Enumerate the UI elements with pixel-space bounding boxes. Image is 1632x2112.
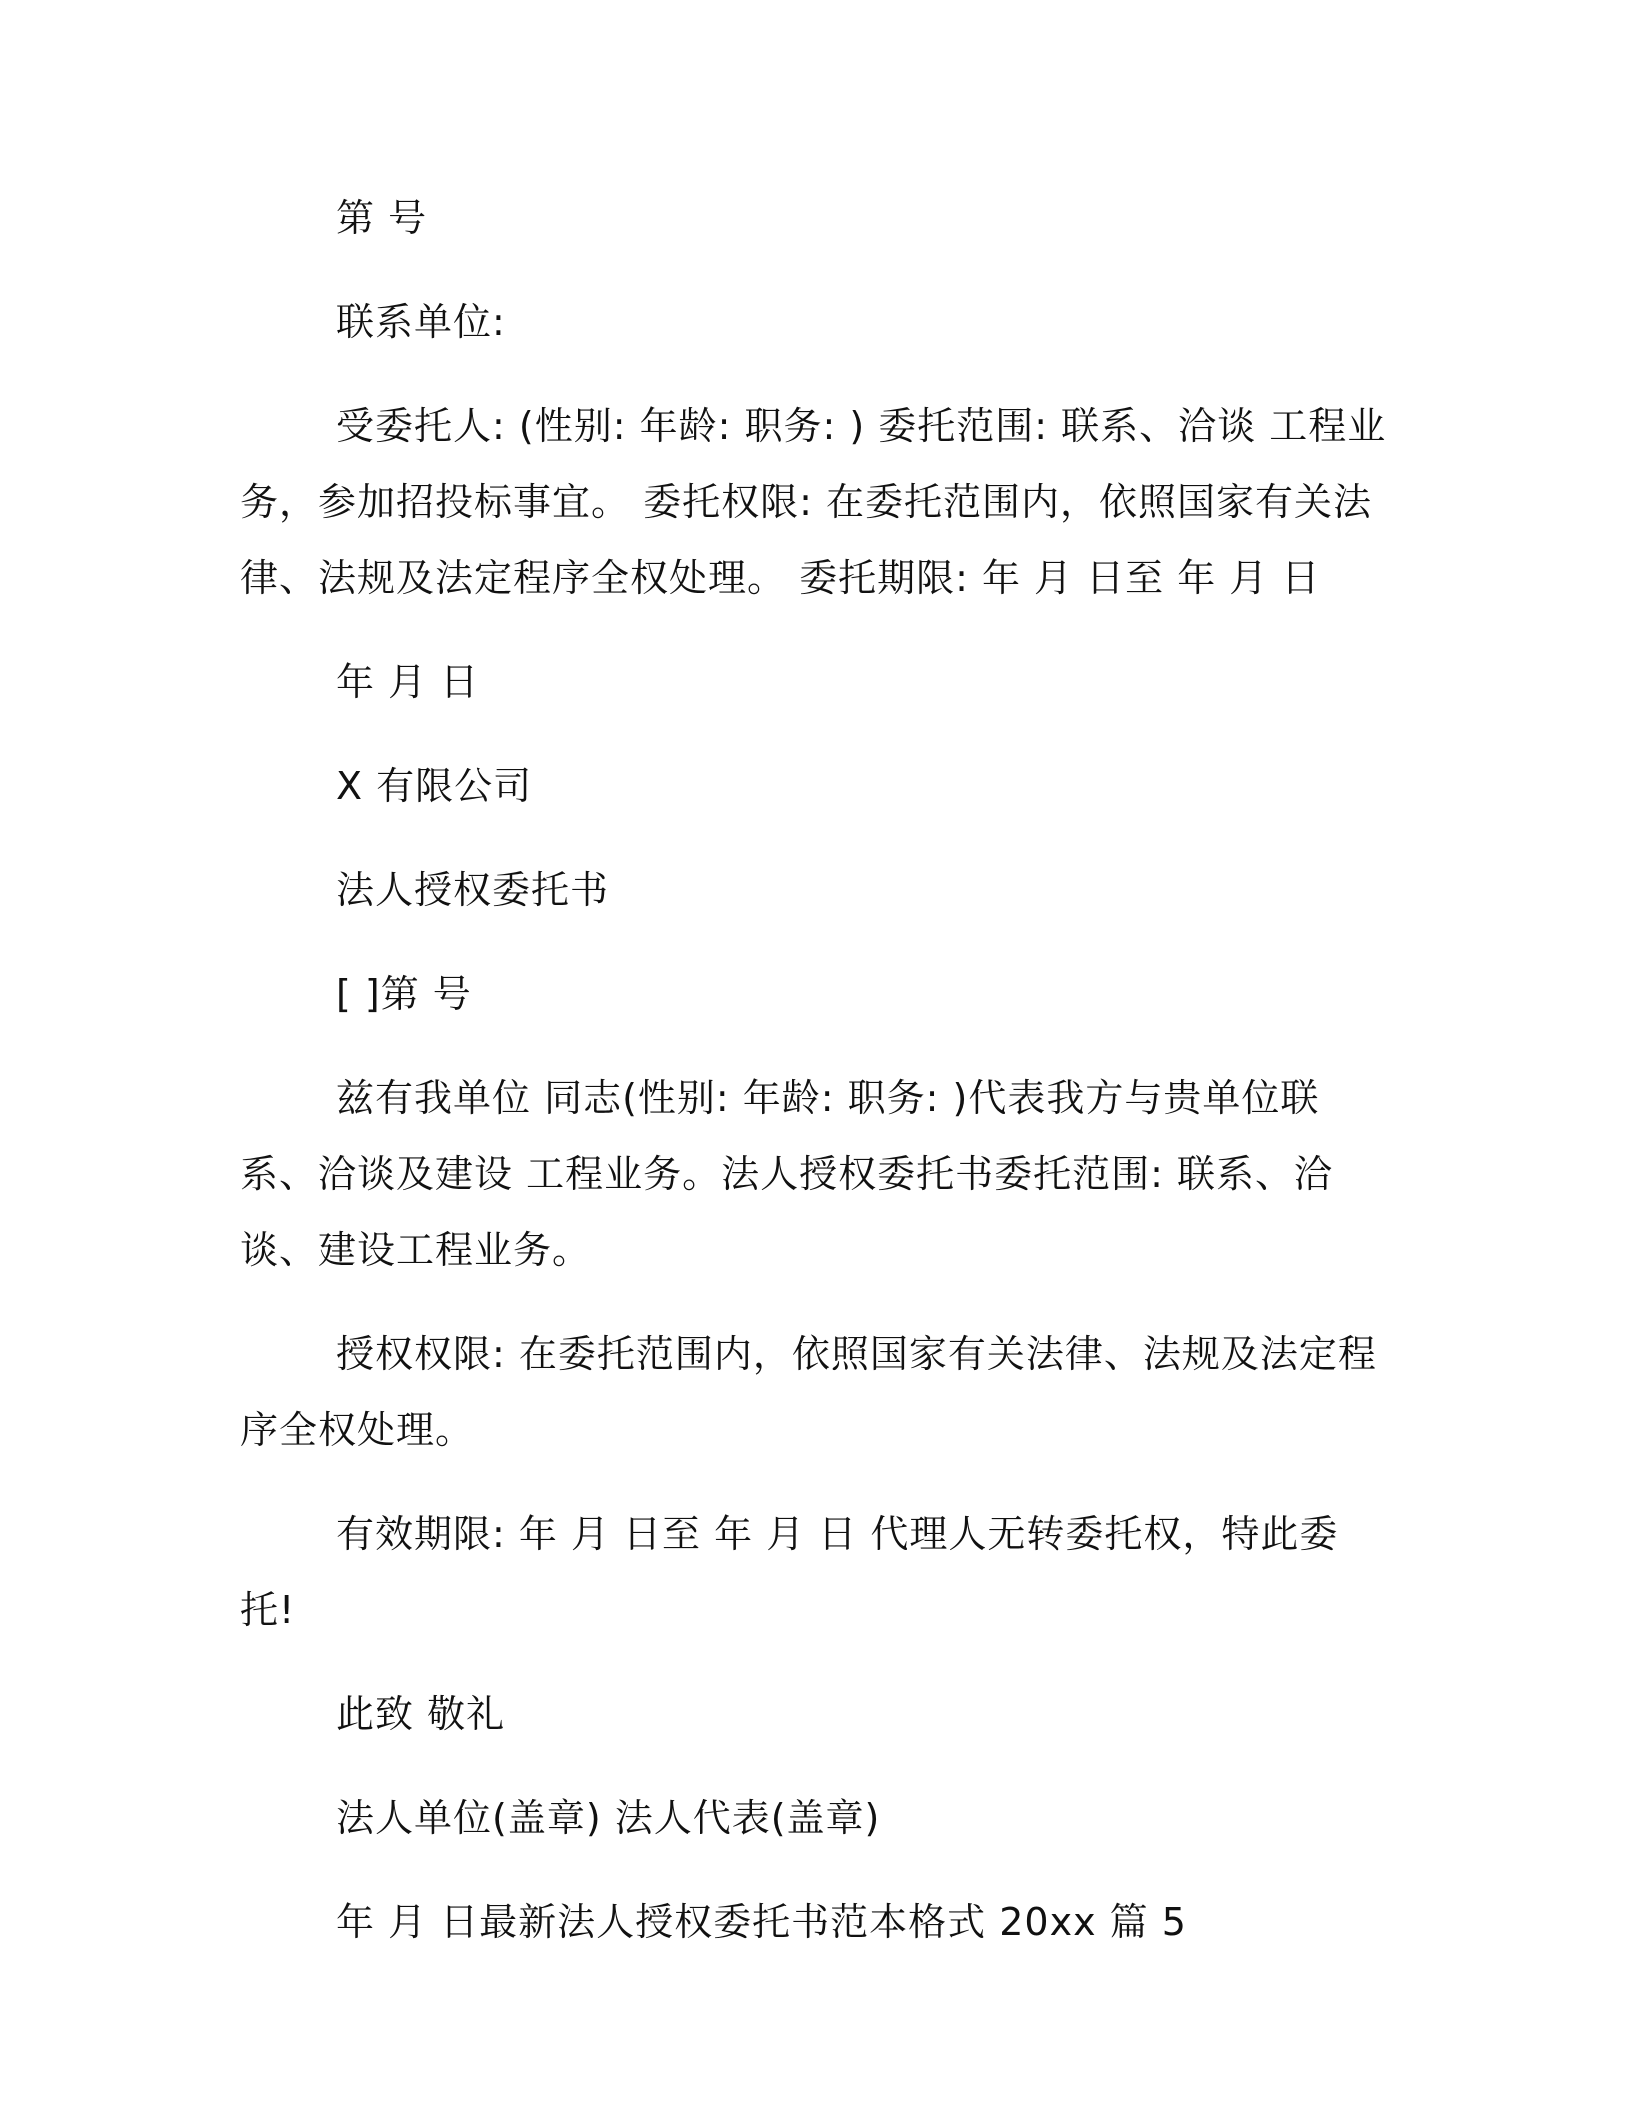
document-number-line: 第 号 <box>336 196 428 240</box>
seal-line: 法人单位(盖章) 法人代表(盖章) <box>336 1796 881 1840</box>
reference-number-line: [ ]第 号 <box>336 972 472 1016</box>
date-line: 年 月 日 <box>336 660 480 704</box>
company-name: X 有限公司 <box>336 764 533 808</box>
document-title: 法人授权委托书 <box>336 868 610 912</box>
authority-scope-paragraph: 授权权限: 在委托范围内，依照国家有关法律、法规及法定程序全权处理。 <box>240 1332 1377 1452</box>
document-body <box>240 180 1390 1988</box>
validity-period-line: 有效期限: 年 月 日至 年 月 日 代理人无转委托权，特此委托! <box>240 1512 1339 1632</box>
authorization-paragraph: 兹有我单位 同志(性别: 年龄: 职务: )代表我方与贵单位联系、洽谈及建设 工程业务。法人授权委托书委托范围: 联系、洽谈、建设工程业务。 <box>240 1076 1333 1272</box>
closing-salutation: 此致 敬礼 <box>336 1692 506 1736</box>
contact-unit-line: 联系单位: <box>336 300 506 344</box>
entrustee-paragraph: 受委托人: (性别: 年龄: 职务: ) 委托范围: 联系、洽谈 工程业务，参加招投标事宜。 委托权限: 在委托范围内，依照国家有关法律、法规及法定程序全权处理。 委托期限: 年 月 日至 年 月 日 <box>240 404 1387 600</box>
final-date-line: 年 月 日最新法人授权委托书范本格式 20xx 篇 5 <box>336 1900 1187 1944</box>
